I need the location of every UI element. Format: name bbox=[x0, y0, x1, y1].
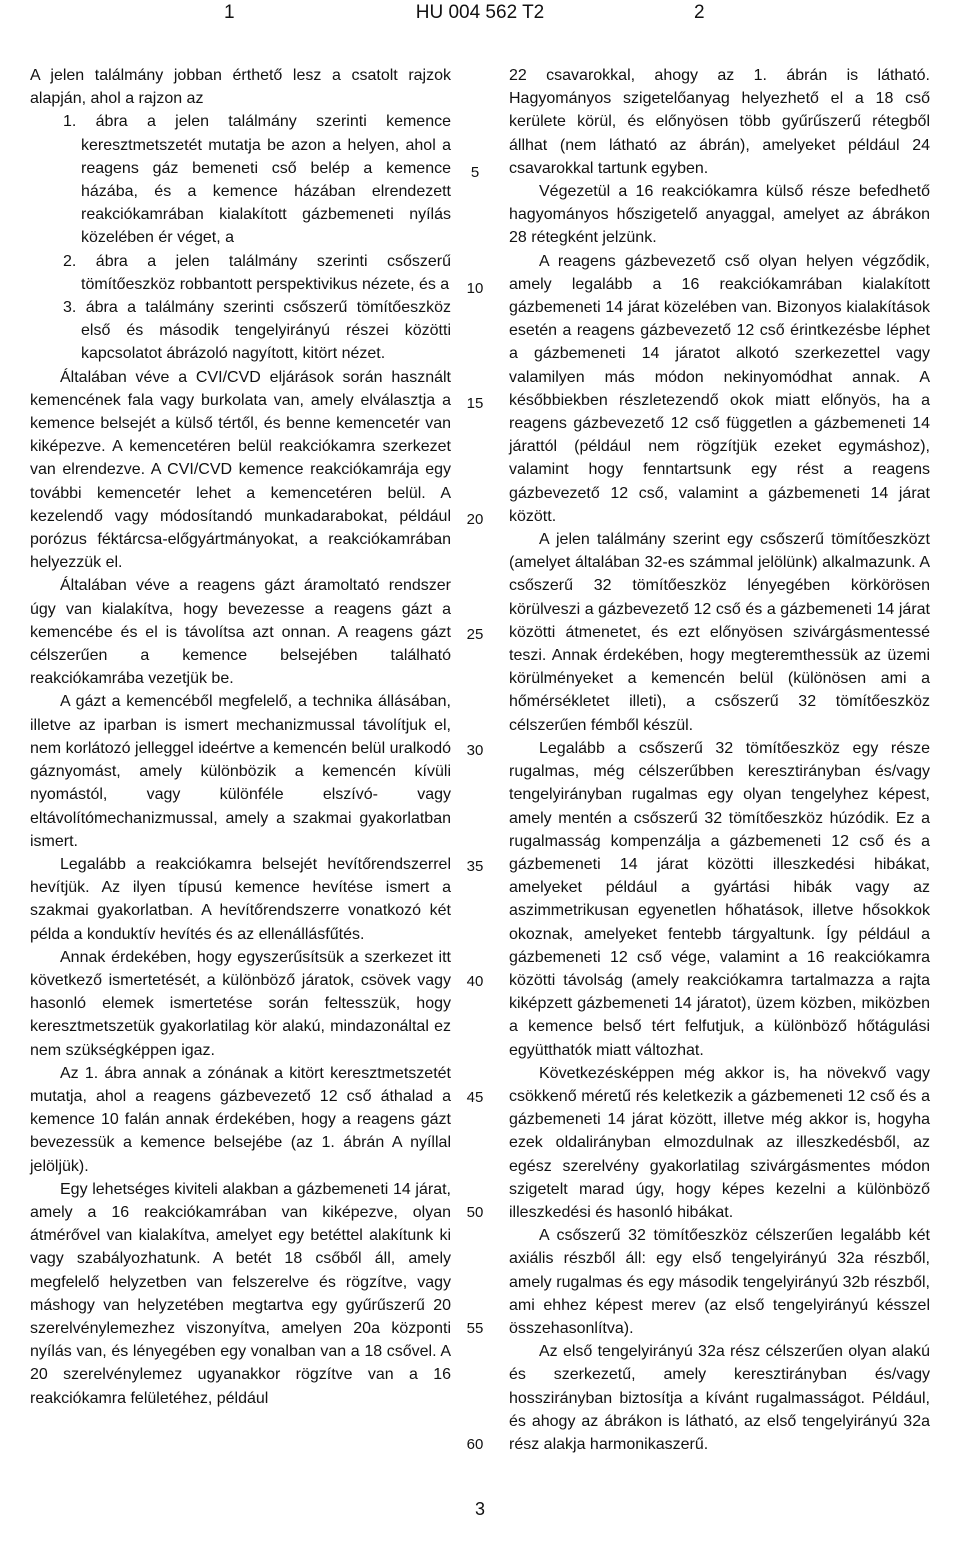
paragraph: Általában véve a reagens gázt áramoltató rendszer úgy van kialakítva, hogy bevezesse a reagens gázt a kemencébe és el is távolítsa azt onnan. A reagens gázt célszerűen a kemence belsejében található reakciókamrába vezetjük be. bbox=[30, 577, 451, 688]
paragraph: Következésképpen még akkor is, ha növekvő vagy csökkenő méretű rés keletkezik a gázbemeneti 12 cső és a gázbemeneti 14 járat között, illetve még akkor is, hogyha ezek oldalirányban elmozdulnak az illeszkedésből, az egész szerelvény gyakorlatilag szivárgásmentes módon szigetelt marad úgy, hogy képes kezelni a különböző illeszkedési és hasonló hibákat. bbox=[509, 1064, 930, 1221]
figure-list-item: 1. ábra a jelen találmány szerinti kemence keresztmetszetét mutatja be azon a helyen, ahol a reagens gáz bemeneti cső belép a kemence házába, és a kemence házában elrendezett reakciókamrában kialakított gázbemeneti nyílás közelében ér véget, a bbox=[63, 113, 451, 247]
line-number: 55 bbox=[466, 1320, 484, 1337]
line-number: 35 bbox=[466, 857, 484, 875]
figure-list-item: 3. ábra a találmány szerinti csőszerű tömítőeszköz első és második tengelyirányú részei közötti kapcsolatot ábrázoló nagyított, kitört nézet. bbox=[63, 299, 451, 363]
paragraph: Végezetül a 16 reakciókamra külső része befedhető hagyományos hőszigetelő anyaggal, amelyet az ábrákon 28 rétegként jelzünk. bbox=[509, 183, 930, 247]
line-number: 45 bbox=[466, 1088, 484, 1106]
paragraph: A reagens gázbevezető cső olyan helyen végződik, amely legalább a 16 reakciókamrában kialakított gázbemeneti 14 járat közelében van. Bizonyos kialakítások esetén a reagens gázbevezető 12 cső érintkezésbe léphet a gázbemeneti 14 járatot alkotó szerkezettel vagy valamilyen más módon nekinyomódhat annak. A későbbiekben részletezendő okok miatt előnyös, ha a reagens gázbevezető 12 cső független a gázbemeneti 14 járattól (például nem rögzítjük ezeket egymáshoz), valamint hogy fenntartsunk egy rést a reagens gázbevezető 12 cső, valamint a gázbemeneti 14 járat között. bbox=[509, 252, 930, 525]
paragraph: Az első tengelyirányú 32a rész célszerűen olyan alakú és szerkezetű, amely keresztirányban és/vagy hosszirányban biztosítja a kívánt rugalmasságot. Például, és ahogy az ábrákon is látható, az első tengelyirányú 32a rész alakja harmonikaszerű. bbox=[509, 1343, 930, 1453]
paragraph: Legalább a reakciókamra belsejét hevítőrendszerrel hevítjük. Az ilyen típusú kemence hevítése ismert a szakmai gyakorlatban. A hevítőrendszerre vonatkozó két példa a konduktív hevítés és az ellenállásfűtés. bbox=[30, 855, 451, 943]
left-page-number: 1 bbox=[224, 2, 235, 23]
paragraph: Legalább a csőszerű 32 tömítőeszköz egy része rugalmas, még célszerűbben keresztirányban és/vagy tengelyirányban rugalmas egy olyan tengelyhez képest, amely mentén a csőszerű 32 tömítőeszköz húzódik. Ez a rugalmasság kompenzálja a gázbemeneti 12 cső és a gázbemeneti 14 járat közötti illeszkedési hibákat, amelyeket például a gyártási hibák vagy az aszimmetrikusan egyenetlen hőhatások, illetve hősokkok okoznak, amelyeket fentebb tárgyaltunk. Így például a gázbemeneti 12 cső vége, valamint a 16 reakciókamra közötti távolság (amely reakciókamra tartalmazza a rajta kiképzett gázbemeneti 14 járatot), üzem közben, miközben a kemence belső tért felfutjuk, a különböző hőtágulási együtthatók miatt változhat. bbox=[509, 739, 930, 1059]
line-number: 5 bbox=[470, 164, 480, 181]
line-number: 30 bbox=[466, 742, 484, 759]
line-number: 60 bbox=[466, 1435, 484, 1453]
paragraph: Annak érdekében, hogy egyszerűsítsük a szerkezet itt következő ismertetését, a különböző járatok, csövek vagy hasonló elemek ismertetése során feltesszük, hogy keresztmetszetük gyakorlatilag kör alakú, mindazonáltal ez nem szükségképpen igaz. bbox=[30, 948, 451, 1059]
paragraph: 22 csavarokkal, ahogy az 1. ábrán is látható. Hagyományos szigetelőanyag helyezhető el a 18 cső kerülete körül, és előnyösen több gyűrűszerű rétegből állhat (nem látható az ábrán), amelyeket például 24 csavarokkal tartunk egyben. bbox=[509, 67, 930, 177]
paragraph: A jelen találmány jobban érthető lesz a csatolt rajzok alapján, ahol a rajzon az bbox=[30, 67, 451, 108]
right-text-column bbox=[509, 64, 930, 1456]
paragraph: A gázt a kemencéből megfelelő, a technika állásában, illetve az iparban is ismert mechanizmussal távolítjuk el, nem korlátozó jelleggel ideértve a kemencén belül uralkodó gáznyomást, amely különbözik a kemencén kívüli nyomástól, vagy különféle elszívó- vagy eltávolítómechanizmussal, amely a szakmai gyakorlatban ismert. bbox=[30, 693, 451, 850]
left-text-column bbox=[30, 64, 451, 1410]
paragraph: A csőszerű 32 tömítőeszköz célszerűen legalább két axiális részből áll: egy első tengelyirányú 32a részből, amely rugalmas és egy második tengelyirányú 32b részből, ami ehhez képest merev (az első tengelyirányú késszel összehasonlítva). bbox=[509, 1227, 930, 1337]
line-number: 15 bbox=[466, 395, 484, 413]
page-number: 3 bbox=[474, 1499, 485, 1519]
paragraph: Az 1. ábra annak a zónának a kitört keresztmetszetét mutatja, ahol a reagens gázbevezető 12 cső áthalad a kemence 10 falán annak érdekében, hogy a reagens gázt bevezessük a kemence belsejébe (az 1. ábrán A nyíllal jelöljük). bbox=[30, 1064, 451, 1175]
right-page-number: 2 bbox=[694, 2, 705, 23]
paragraph: A jelen találmány szerint egy csőszerű tömítőeszközt (amelyet általában 32-es számmal jelölünk) alkalmazunk. A csőszerű 32 tömítőeszköz lényegében körkörösen körülveszi a gázbevezető 12 cső és a gázbemeneti 14 járat közötti átmenetet, és ezt előnyösen szivárgásmentessé teszi. Annak érdekében, hogy megteremthessük az üzemi körülményeket a kemencén belül (különösen ami a hőmérsékletet illeti), a csőszerű 32 tömítőeszköz célszerűen fémből készül. bbox=[509, 531, 930, 734]
line-number: 20 bbox=[466, 510, 484, 528]
paragraph: Általában véve a CVI/CVD eljárások során használt kemencének fala vagy burkolata van, amely elválasztja a kemence belsejét a külső tértől, és benne kemencetér van kiképezve. A kemencetéren belül reakciókamra szerkezet van elrendezve. A CVI/CVD kemence reakciókamrája egy további kemencetér lehet a kemencetéren belül. A kezelendő vagy módosítandó munkadarabokat, például porózus féktárcsa-előgyártmányokat, a reakciókamrában helyezzük el. bbox=[30, 368, 451, 572]
line-number: 50 bbox=[466, 1204, 484, 1222]
paragraph: Egy lehetséges kiviteli alakban a gázbemeneti 14 járat, amely a 16 reakciókamrában van kiképezve, olyan átmérővel van kialakítva, amelyet egy betéttel alakítunk ki vagy szabályozhatunk. A betét 18 csőből áll, amely megfelelő helyzetben van felszerelve és rögzítve, vagy máshogy van helyzetében megtartva egy gyűrűszerű 20 szerelvénylemezhez viszonyítva, amelyen 20a központi nyílás van, és lényegében egy vonalban van a 18 csővel. A 20 szerelvénylemez ugyanakkor rögzítve van a 16 reakciókamra felületéhez, például bbox=[30, 1180, 451, 1407]
line-number: 10 bbox=[466, 279, 484, 297]
figure-list-item: 2. ábra a jelen találmány szerinti csőszerű tömítőeszköz robbantott perspektivikus nézete, és a bbox=[63, 252, 451, 293]
document-id: HU 004 562 T2 bbox=[415, 2, 545, 23]
line-number: 25 bbox=[466, 626, 484, 644]
line-number: 40 bbox=[466, 973, 484, 991]
